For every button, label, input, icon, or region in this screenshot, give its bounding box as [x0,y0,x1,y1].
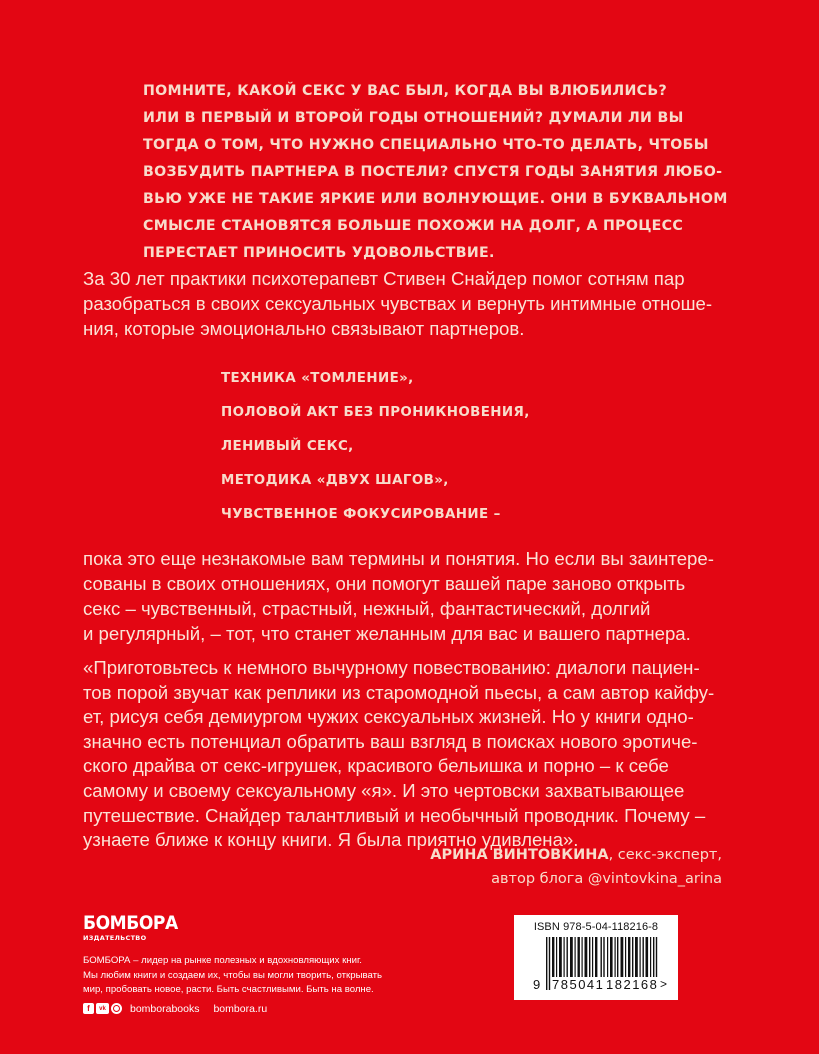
barcode-first-digit: 9 [533,977,541,992]
publisher-website[interactable]: bombora.ru [213,1002,268,1015]
review-quote [83,656,743,853]
description-line: мир, пробовать новое, расти. Быть счастливыми. Быть на волне. [83,984,374,995]
terms-paragraph [83,546,743,646]
paragraph-line: сованы в своих отношениях, они помогут вашей паре заново открыть [83,573,686,594]
quote-line: тов порой звучат как реплики из старомодной пьесы, а сам автор кайфу- [83,681,715,703]
intro-caps-line: ИЛИ В ПЕРВЫЙ И ВТОРОЙ ГОДЫ ОТНОШЕНИЙ? ДУМАЛИ ЛИ ВЫ [143,110,684,126]
publisher-logo: БОМБОРА [83,912,178,934]
quote-line: ет, рисуя себя демиургом чужих сексуальных жизней. Но у книги одно- [83,706,694,728]
vk-icon[interactable]: vk [96,1003,109,1014]
barcode-arrow: > [660,977,668,991]
intro-caps-line: ТОГДА О ТОМ, ЧТО НУЖНО СПЕЦИАЛЬНО ЧТО-ТО ДЕЛАТЬ, ЧТОБЫ [143,137,709,153]
quote-line: путешествие. Снайдер талантливый и необычный проводник. Почему – [83,804,706,826]
term-item: ЧУВСТВЕННОЕ ФОКУСИРОВАНИЕ – [221,507,501,522]
quote-attribution [430,843,722,891]
term-item: ТЕХНИКА «ТОМЛЕНИЕ», [221,371,414,386]
barcode-group-2: 182168 [606,977,659,992]
barcode-group-1: 785041 [552,977,605,992]
quote-line: узнаете ближе к концу книги. Я была приятно удивлена». [83,829,579,851]
paragraph-line: и регулярный, – тот, что станет желанным для вас и вашего партнера. [83,623,691,644]
quote-line: самому и своему сексуальному «я». И это чертовски захватывающее [83,779,685,801]
terms-list [221,370,530,540]
term-item: МЕТОДИКА «ДВУХ ШАГОВ», [221,473,449,488]
isbn-barcode-box [514,915,678,1000]
instagram-icon[interactable] [111,1003,122,1014]
paragraph-line: ния, которые эмоционально связывают партнеров. [83,318,525,339]
intro-caps-line: ПОМНИТЕ, КАКОЙ СЕКС У ВАС БЫЛ, КОГДА ВЫ ВЛЮБИЛИСЬ? [143,83,668,99]
publisher-description [83,954,382,998]
intro-paragraph [83,266,743,341]
isbn-label: ISBN 978-5-04-118216-8 [533,921,659,933]
term-item: ЛЕНИВЫЙ СЕКС, [221,439,354,454]
quote-line: значно есть потенциал обратить ваш взгляд в поисках нового эротиче- [83,730,698,752]
social-row [83,1003,382,1015]
quote-line: «Приготовьтесь к немного вычурному повествованию: диалоги пациен- [83,657,700,678]
author-role: , секс-эксперт, [608,847,722,863]
paragraph-line: секс – чувственный, страстный, нежный, фантастический, долгий [83,598,651,619]
paragraph-line: разобраться в своих сексуальных чувствах и вернуть интимные отноше- [83,293,713,314]
publisher-block [83,913,382,1015]
social-handle[interactable]: bomborabooks [130,1002,200,1015]
description-line: БОМБОРА – лидер на рынке полезных и вдохновляющих книг. [83,955,362,966]
paragraph-line: За 30 лет практики психотерапевт Стивен Снайдер помог сотням пар [83,268,685,289]
author-blog: автор блога @vintovkina_arina [491,871,722,887]
quote-line: ского драйва от секс-игрушек, красивого бельишка и порно – к себе [83,755,669,777]
intro-caps-line: ВЬЮ УЖЕ НЕ ТАКИЕ ЯРКИЕ ИЛИ ВОЛНУЮЩИЕ. ОНИ В БУКВАЛЬНОМ [143,191,728,207]
paragraph-line: пока это еще незнакомые вам термины и понятия. Но если вы заинтере- [83,548,714,569]
attribution-line-1 [430,843,722,867]
author-name: АРИНА ВИНТОВКИНА [430,847,609,863]
intro-caps-line: ПЕРЕСТАЕТ ПРИНОСИТЬ УДОВОЛЬСТВИЕ. [143,245,495,261]
intro-caps-line: ВОЗБУДИТЬ ПАРТНЕРА В ПОСТЕЛИ? СПУСТЯ ГОДЫ ЗАНЯТИЯ ЛЮБО- [143,164,723,180]
publisher-logo-subtitle: ИЗДАТЕЛЬСТВО [83,934,147,942]
intro-caps-block [143,78,728,267]
intro-caps-line: СМЫСЛЕ СТАНОВЯТСЯ БОЛЬШЕ ПОХОЖИ НА ДОЛГ, А ПРОЦЕСС [143,218,684,234]
facebook-icon[interactable]: f [83,1003,94,1014]
description-line: Мы любим книги и создаем их, чтобы вы могли творить, открывать [83,969,382,981]
term-item: ПОЛОВОЙ АКТ БЕЗ ПРОНИКНОВЕНИЯ, [221,405,530,420]
